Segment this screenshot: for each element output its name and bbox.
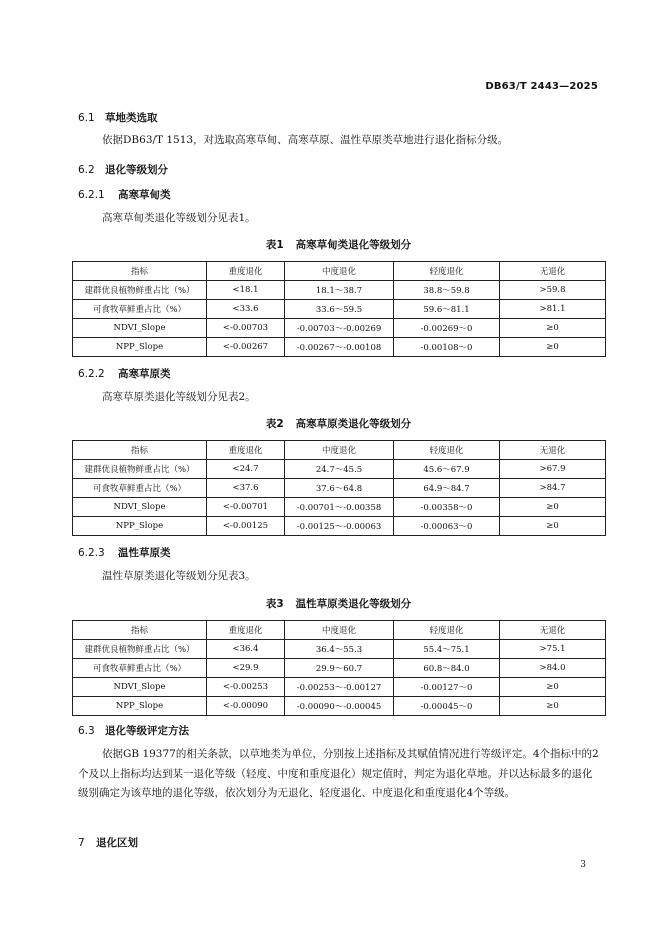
header-cell-mild: 轻度退化 <box>394 262 500 281</box>
heading-number: 7 <box>78 837 85 849</box>
header-cell-indicator: 指标 <box>73 262 207 281</box>
header-cell-severe: 重度退化 <box>207 262 285 281</box>
table-row <box>73 498 606 517</box>
table-cell: <-0.00703 <box>207 319 285 338</box>
table-1-caption <box>72 237 605 252</box>
table-cell: <-0.00701 <box>207 498 285 517</box>
table-header-row <box>73 621 606 640</box>
table-cell: <36.4 <box>207 640 285 659</box>
table-cell: <29.9 <box>207 659 285 678</box>
table-title: 高寒草甸类退化等级划分 <box>295 239 412 251</box>
table-cell: -0.00063～0 <box>394 517 500 536</box>
table-cell: NDVI_Slope <box>73 498 207 517</box>
heading-number: 6.2.1 <box>78 189 105 201</box>
table-cell: 可食牧草鲜重占比（%） <box>73 659 207 678</box>
heading-number: 6.2 <box>78 164 95 176</box>
heading-6-1 <box>78 110 158 125</box>
header-cell-moderate: 中度退化 <box>285 621 394 640</box>
heading-6-3 <box>78 723 189 738</box>
page-number: 3 <box>580 860 586 870</box>
table-cell: <24.7 <box>207 460 285 479</box>
table-cell: -0.00045～0 <box>394 697 500 716</box>
header-cell-indicator: 指标 <box>73 441 207 460</box>
table-row <box>73 659 606 678</box>
table-cell: -0.00267～-0.00108 <box>285 338 394 357</box>
table-title: 温性草原类退化等级划分 <box>295 598 412 610</box>
table-cell: 60.8～84.0 <box>394 659 500 678</box>
header-cell-severe: 重度退化 <box>207 621 285 640</box>
table-cell: ≥0 <box>500 517 606 536</box>
table-cell: ≥0 <box>500 319 606 338</box>
table-cell: 可食牧草鲜重占比（%） <box>73 300 207 319</box>
table-cell: 建群优良植物鲜重占比（%） <box>73 640 207 659</box>
table-cell: NDVI_Slope <box>73 678 207 697</box>
table-cell: <-0.00125 <box>207 517 285 536</box>
table-row <box>73 300 606 319</box>
table-cell: -0.00358～0 <box>394 498 500 517</box>
paragraph-6-2-1: 高寒草甸类退化等级划分见表1。 <box>102 212 256 224</box>
table-number: 表2 <box>265 418 284 430</box>
header-cell-none: 无退化 <box>500 621 606 640</box>
table-cell: 18.1～38.7 <box>285 281 394 300</box>
table-cell: NDVI_Slope <box>73 319 207 338</box>
heading-number: 6.1 <box>78 112 95 124</box>
heading-6-2-1 <box>78 187 171 202</box>
heading-title: 退化等级划分 <box>105 164 168 176</box>
heading-title: 高寒草甸类 <box>118 189 171 201</box>
table-row <box>73 281 606 300</box>
heading-title: 草地类选取 <box>105 112 158 124</box>
table-cell: ≥0 <box>500 338 606 357</box>
table-cell: <33.6 <box>207 300 285 319</box>
table-cell: -0.00269～0 <box>394 319 500 338</box>
table-cell: ≥0 <box>500 498 606 517</box>
paragraph-6-1: 依据DB63/T 1513，对选取高寒草甸、高寒草原、温性草原类草地进行退化指标分级。 <box>102 134 509 146</box>
paragraph-6-2-3: 温性草原类退化等级划分见表3。 <box>102 570 256 582</box>
table-cell: 59.6～81.1 <box>394 300 500 319</box>
paragraph-6-2-2: 高寒草原类退化等级划分见表2。 <box>102 391 256 403</box>
paragraph-6-3: 依据GB 19377的相关条款，以草地类为单位，分别按上述指标及其赋值情况进行等级评定。4个指标中的2个及以上指标均达到某一退化等级（轻度、中度和重度退化）规定值时，判定为退化草地。并以达标最多的退化级别确定为该草地的退化等级，依次划分为无退化、轻度退化、中度退化和重度退化4个等级。 <box>78 748 599 799</box>
header-cell-mild: 轻度退化 <box>394 441 500 460</box>
table-cell: 建群优良植物鲜重占比（%） <box>73 460 207 479</box>
table-cell: <-0.00253 <box>207 678 285 697</box>
table-cell: -0.00703～-0.00269 <box>285 319 394 338</box>
table-row <box>73 319 606 338</box>
table-cell: 37.6～64.8 <box>285 479 394 498</box>
heading-title: 退化等级评定方法 <box>105 725 189 737</box>
table-cell: NPP_Slope <box>73 697 207 716</box>
table-cell: 33.6～59.5 <box>285 300 394 319</box>
table-row <box>73 517 606 536</box>
table-cell: -0.00127～0 <box>394 678 500 697</box>
table-row <box>73 640 606 659</box>
header-cell-none: 无退化 <box>500 262 606 281</box>
table-cell: >81.1 <box>500 300 606 319</box>
heading-6-2-2 <box>78 366 171 381</box>
table-cell: <37.6 <box>207 479 285 498</box>
heading-number: 6.3 <box>78 725 95 737</box>
table-cell: -0.00090～-0.00045 <box>285 697 394 716</box>
header-cell-none: 无退化 <box>500 441 606 460</box>
table-number: 表1 <box>265 239 284 251</box>
table-cell: >67.9 <box>500 460 606 479</box>
table-cell: -0.00108～0 <box>394 338 500 357</box>
heading-title: 高寒草原类 <box>118 368 171 380</box>
table-cell: 可食牧草鲜重占比（%） <box>73 479 207 498</box>
table-cell: <18.1 <box>207 281 285 300</box>
table-row <box>73 338 606 357</box>
heading-number: 6.2.2 <box>78 368 105 380</box>
header-cell-moderate: 中度退化 <box>285 262 394 281</box>
table-cell: 55.4～75.1 <box>394 640 500 659</box>
table-3 <box>72 620 606 716</box>
table-2 <box>72 440 606 536</box>
table-cell: -0.00701～-0.00358 <box>285 498 394 517</box>
table-cell: >84.7 <box>500 479 606 498</box>
table-title: 高寒草原类退化等级划分 <box>295 418 412 430</box>
table-cell: 29.9～60.7 <box>285 659 394 678</box>
table-row <box>73 678 606 697</box>
heading-number: 6.2.3 <box>78 547 105 559</box>
table-cell: 45.6～67.9 <box>394 460 500 479</box>
table-cell: <-0.00090 <box>207 697 285 716</box>
document-code: DB63/T 2443—2025 <box>485 81 598 92</box>
table-cell: >84.0 <box>500 659 606 678</box>
header-cell-mild: 轻度退化 <box>394 621 500 640</box>
header-cell-indicator: 指标 <box>73 621 207 640</box>
header-cell-moderate: 中度退化 <box>285 441 394 460</box>
heading-6-2-3 <box>78 545 171 560</box>
heading-title: 温性草原类 <box>118 547 171 559</box>
header-cell-severe: 重度退化 <box>207 441 285 460</box>
table-cell: >75.1 <box>500 640 606 659</box>
table-cell: ≥0 <box>500 697 606 716</box>
table-cell: NPP_Slope <box>73 338 207 357</box>
table-1 <box>72 261 606 357</box>
heading-7 <box>78 835 138 850</box>
table-cell: >59.8 <box>500 281 606 300</box>
table-cell: -0.00125～-0.00063 <box>285 517 394 536</box>
table-cell: <-0.00267 <box>207 338 285 357</box>
table-header-row <box>73 262 606 281</box>
table-cell: 38.8～59.8 <box>394 281 500 300</box>
heading-title: 退化区划 <box>96 837 138 849</box>
table-2-caption <box>72 416 605 431</box>
table-header-row <box>73 441 606 460</box>
table-cell: 24.7～45.5 <box>285 460 394 479</box>
table-3-caption <box>72 596 605 611</box>
table-row <box>73 460 606 479</box>
table-cell: 36.4～55.3 <box>285 640 394 659</box>
table-cell: 建群优良植物鲜重占比（%） <box>73 281 207 300</box>
table-cell: NPP_Slope <box>73 517 207 536</box>
table-cell: ≥0 <box>500 678 606 697</box>
table-number: 表3 <box>265 598 284 610</box>
table-row <box>73 697 606 716</box>
table-row <box>73 479 606 498</box>
heading-6-2 <box>78 162 168 177</box>
table-cell: -0.00253～-0.00127 <box>285 678 394 697</box>
table-cell: 64.9～84.7 <box>394 479 500 498</box>
